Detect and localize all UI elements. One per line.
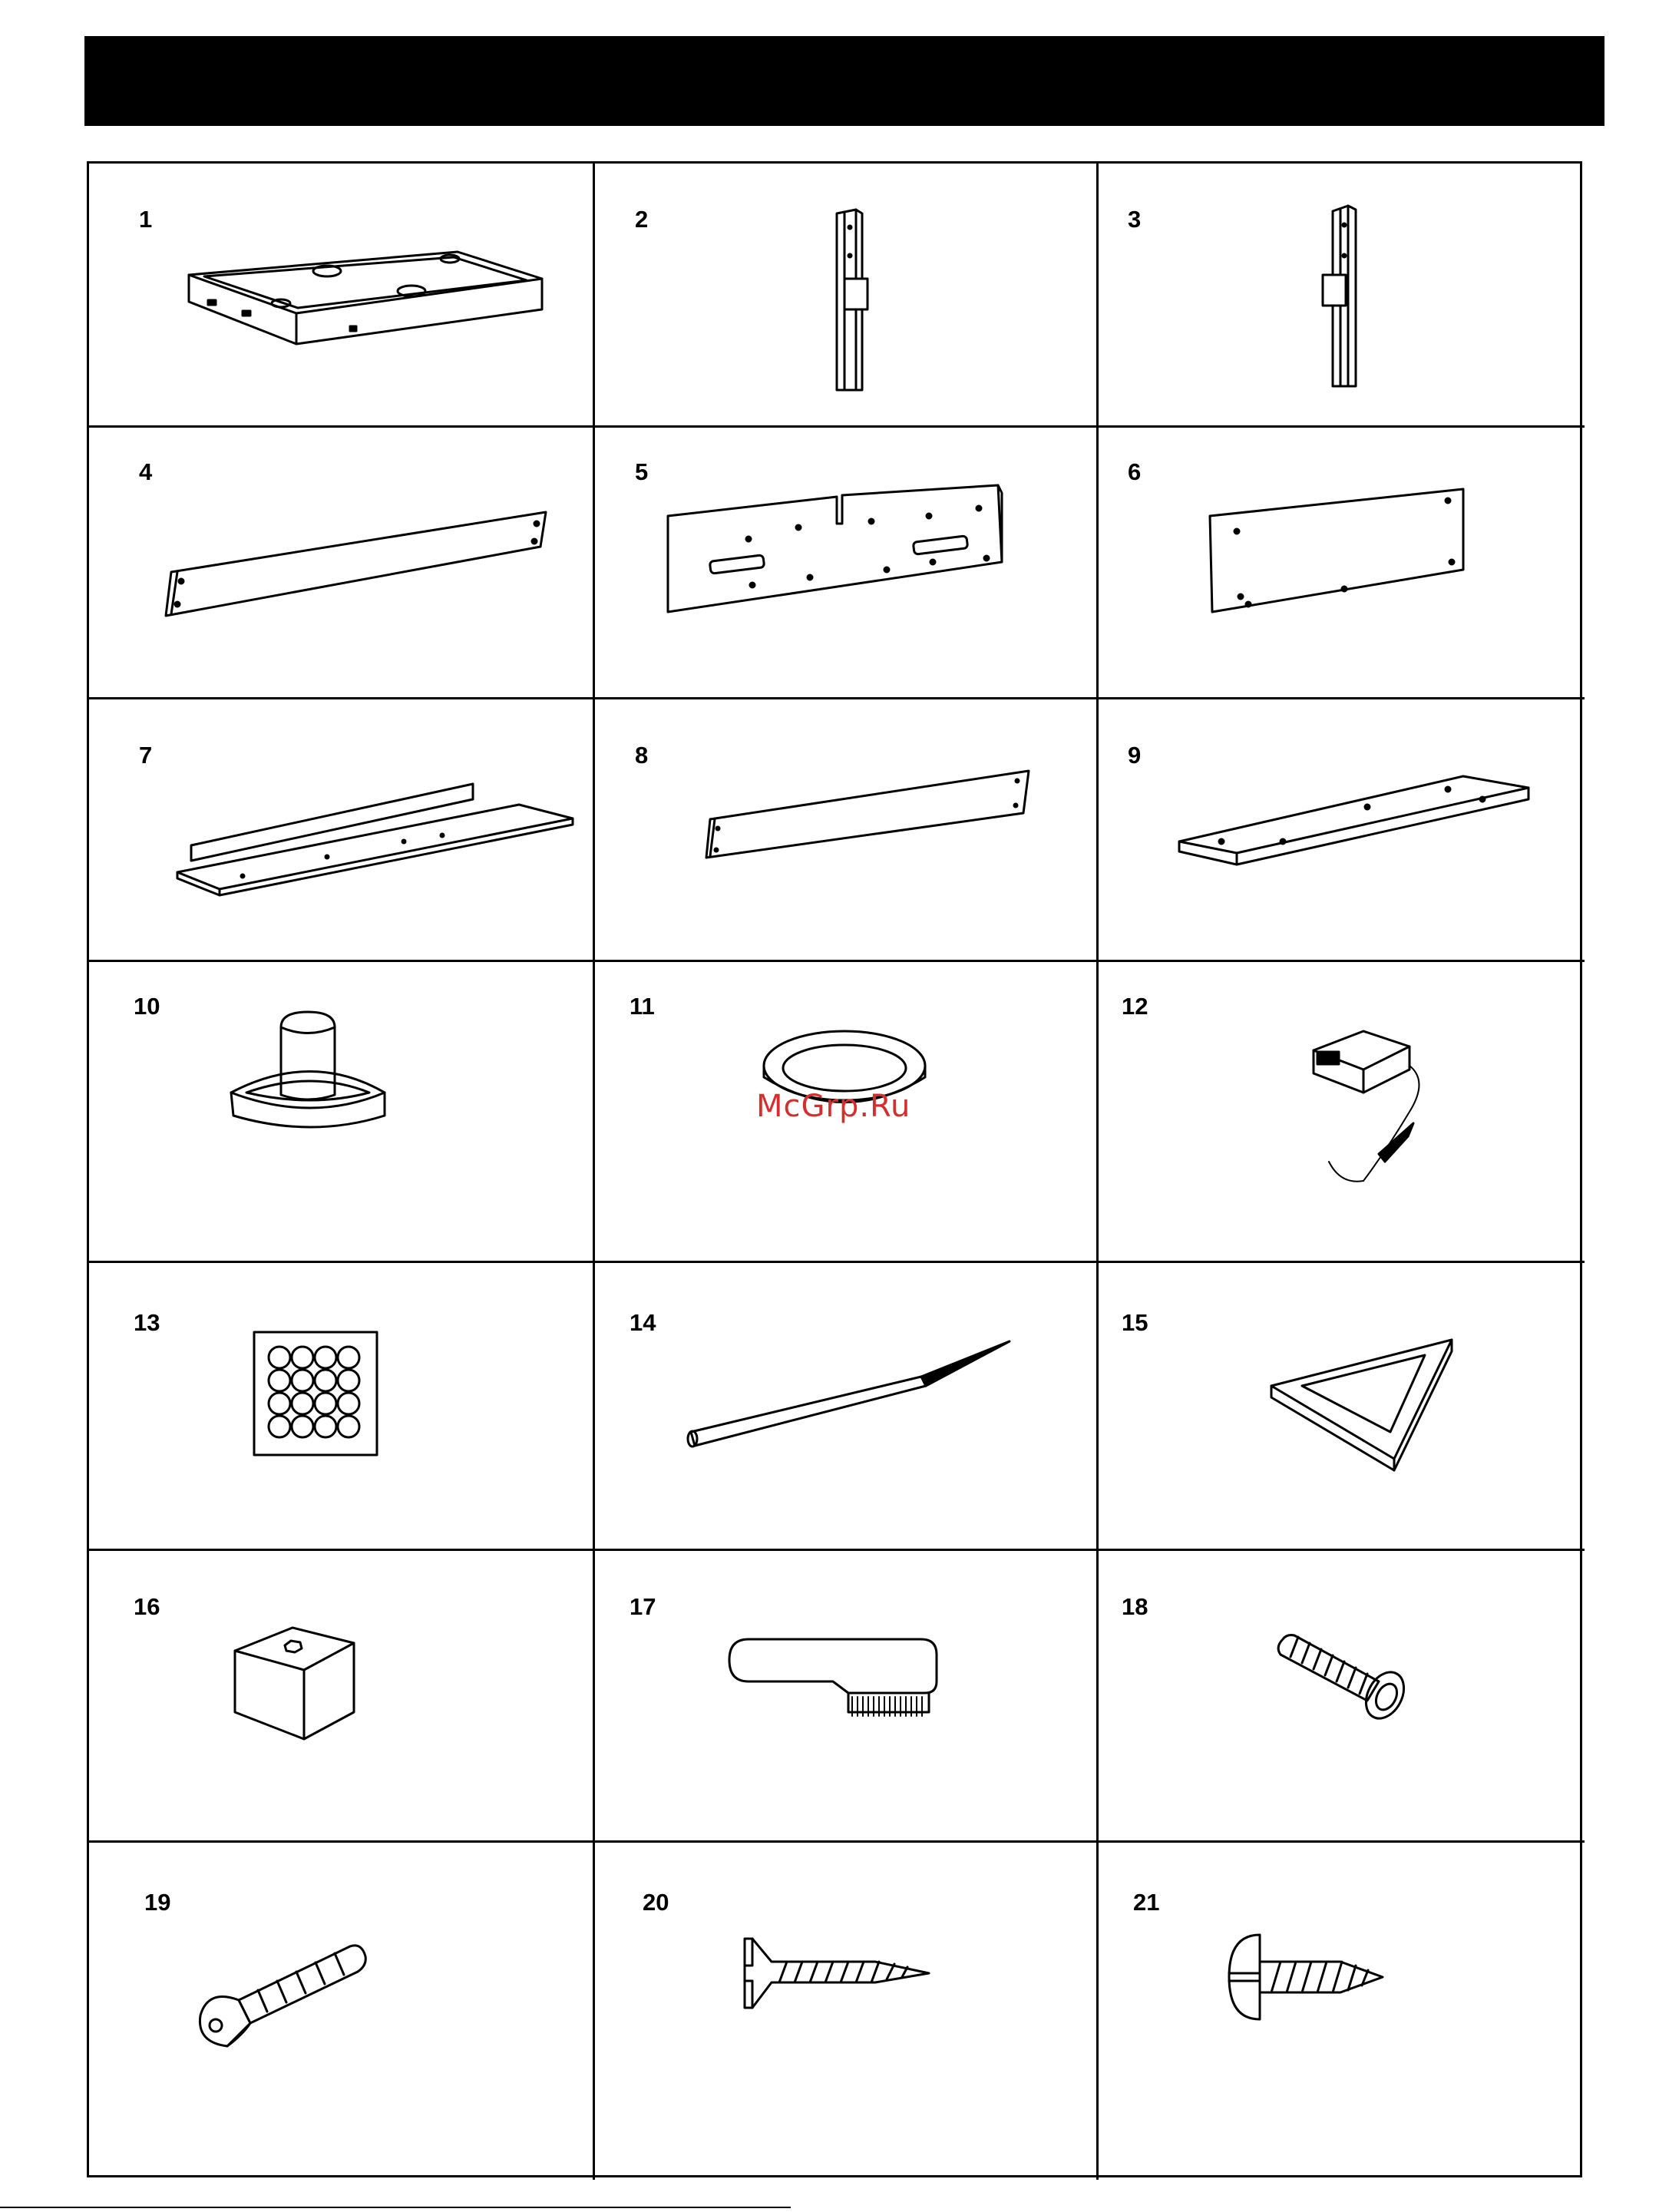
end-panel-slotted-icon <box>664 481 1033 620</box>
shelf-rail-icon <box>174 765 573 895</box>
part-cell-14 <box>595 1263 1099 1551</box>
leg-right-icon <box>1314 202 1375 394</box>
ac-adapter-icon <box>1310 1020 1440 1196</box>
part-number: 15 <box>1122 1309 1148 1336</box>
part-number: 3 <box>1128 206 1142 233</box>
parts-grid <box>87 161 1582 2177</box>
part-number: 7 <box>139 742 153 769</box>
part-cell-17 <box>595 1551 1099 1843</box>
part-cell-13 <box>89 1263 595 1551</box>
part-cell-8 <box>595 699 1099 962</box>
part-cell-7 <box>89 699 595 962</box>
part-cell-9 <box>1099 699 1585 962</box>
part-number: 2 <box>635 206 649 233</box>
part-cell-4 <box>89 428 595 699</box>
part-cell-6 <box>1099 428 1585 699</box>
part-number: 13 <box>134 1309 160 1336</box>
part-cell-2 <box>595 164 1099 428</box>
part-number: 18 <box>1122 1593 1148 1620</box>
part-cell-12 <box>1099 962 1585 1263</box>
triangle-rack-icon <box>1267 1305 1467 1474</box>
part-number: 21 <box>1133 1889 1160 1916</box>
watermark-text: McGrp.Ru <box>756 1089 911 1124</box>
part-cell-3 <box>1099 164 1585 428</box>
long-board-icon <box>702 767 1040 867</box>
hockey-table-body-icon <box>181 240 550 363</box>
side-rail-icon <box>162 504 561 635</box>
part-cell-21 <box>1099 1843 1585 2180</box>
part-cell-10 <box>89 962 595 1263</box>
part-number: 5 <box>635 458 649 485</box>
foot-pad-sheet-icon <box>250 1328 381 1459</box>
part-number: 8 <box>635 742 649 769</box>
hockey-pusher-icon <box>227 1004 396 1135</box>
footer-divider <box>0 2207 791 2208</box>
part-number: 6 <box>1128 458 1142 485</box>
part-cell-20 <box>595 1843 1099 2180</box>
part-number: 19 <box>144 1889 171 1916</box>
header-bar <box>84 36 1604 126</box>
part-number: 4 <box>139 458 153 485</box>
part-number: 20 <box>643 1889 669 1916</box>
part-number: 11 <box>630 993 655 1020</box>
part-cell-15 <box>1099 1263 1585 1551</box>
flat-board-icon <box>1175 769 1544 876</box>
part-cell-1 <box>89 164 595 428</box>
part-cell-18 <box>1099 1551 1585 1843</box>
end-panel-icon <box>1206 485 1482 623</box>
part-cell-16 <box>89 1551 595 1843</box>
bolt-icon <box>1271 1628 1417 1735</box>
brush-icon <box>725 1635 948 1728</box>
leg-left-icon <box>825 206 887 398</box>
part-number: 1 <box>139 206 153 233</box>
pan-head-screw-icon <box>1225 1927 1394 2027</box>
part-number: 12 <box>1122 993 1148 1020</box>
part-number: 17 <box>630 1593 656 1620</box>
part-number: 16 <box>134 1593 160 1620</box>
part-number: 14 <box>630 1309 656 1336</box>
cue-stick-icon <box>683 1332 1021 1455</box>
chalk-cube-icon <box>231 1616 362 1747</box>
part-number: 10 <box>134 993 160 1020</box>
part-number: 9 <box>1128 742 1142 769</box>
part-cell-19 <box>89 1843 595 2180</box>
flat-head-screw-icon <box>737 1935 937 2019</box>
part-cell-5 <box>595 428 1099 699</box>
round-head-bolt-icon <box>197 1927 381 2058</box>
